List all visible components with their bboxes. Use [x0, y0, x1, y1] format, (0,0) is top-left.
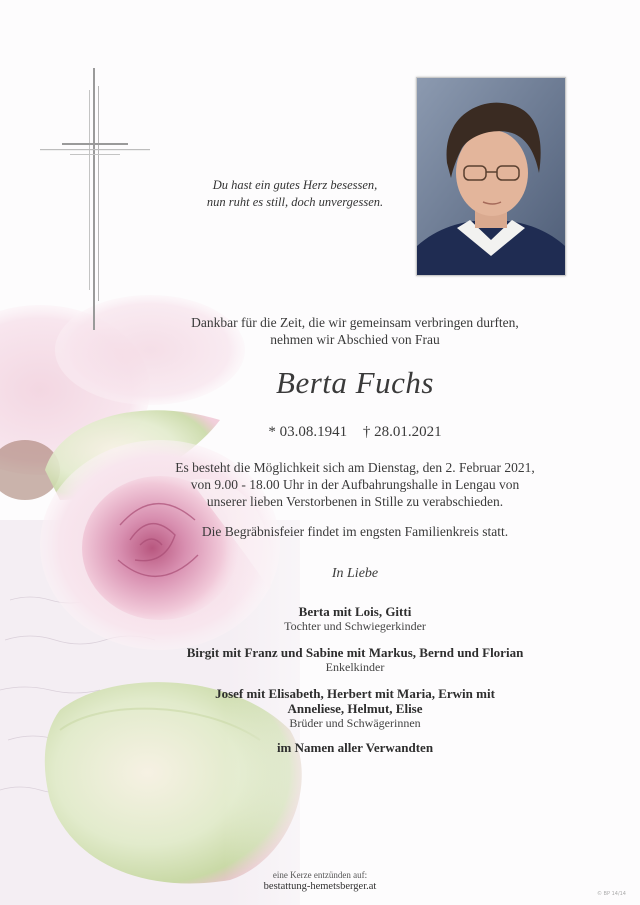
quote-line: nun ruht es still, doch unvergessen. [206, 195, 384, 209]
family-names: Berta mit Lois, Gitti [298, 604, 412, 619]
viewing-info [160, 459, 550, 510]
viewing-line: von 9.00 - 18.00 Uhr in der Aufbahrungshalle in Lengau von [190, 477, 520, 492]
family-relation: Tochter und Schwiegerkinder [284, 619, 426, 633]
corner-code: © BP 14/14 [596, 891, 626, 897]
death-date: † 28.01.2021 [362, 424, 442, 440]
life-dates [160, 424, 550, 441]
latin-cross-icon [40, 68, 150, 330]
funeral-note: Die Begräbnisfeier findet im engsten Familienkreis statt. [201, 524, 509, 539]
intro-line: Dankbar für die Zeit, die wir gemeinsam verbringen durften, [191, 315, 519, 330]
in-love-heading: In Liebe [331, 566, 379, 581]
viewing-line: Es besteht die Möglichkeit sich am Dienstag, den 2. Februar 2021, [175, 460, 535, 475]
family-group [160, 604, 550, 634]
memorial-quote [190, 177, 400, 211]
family-names: Josef mit Elisabeth, Herbert mit Maria, Erwin mit Anneliese, Helmut, Elise [215, 686, 495, 716]
family-group [160, 686, 550, 731]
deceased-name: Berta Fuchs [276, 365, 434, 400]
viewing-line: unserer lieben Verstorbenen in Stille zu verabschieden. [206, 494, 504, 509]
footer [220, 869, 420, 893]
intro-line: nehmen wir Abschied von Frau [270, 332, 440, 347]
birth-date: * 03.08.1941 [268, 424, 348, 440]
family-group [160, 645, 550, 675]
intro-text [160, 314, 550, 348]
website-link[interactable]: bestattung-hemetsberger.at [263, 881, 377, 892]
family-names: Birgit mit Franz und Sabine mit Markus, Bernd und Florian [186, 645, 524, 660]
candle-text: eine Kerze entzünden auf: [272, 870, 368, 880]
portrait-photo [416, 77, 566, 276]
family-relation: Enkelkinder [325, 660, 385, 674]
quote-line: Du hast ein gutes Herz besessen, [212, 178, 378, 192]
family-relation: Brüder und Schwägerinnen [289, 716, 421, 730]
family-list [160, 604, 550, 742]
closing-line: im Namen aller Verwandten [276, 740, 434, 755]
